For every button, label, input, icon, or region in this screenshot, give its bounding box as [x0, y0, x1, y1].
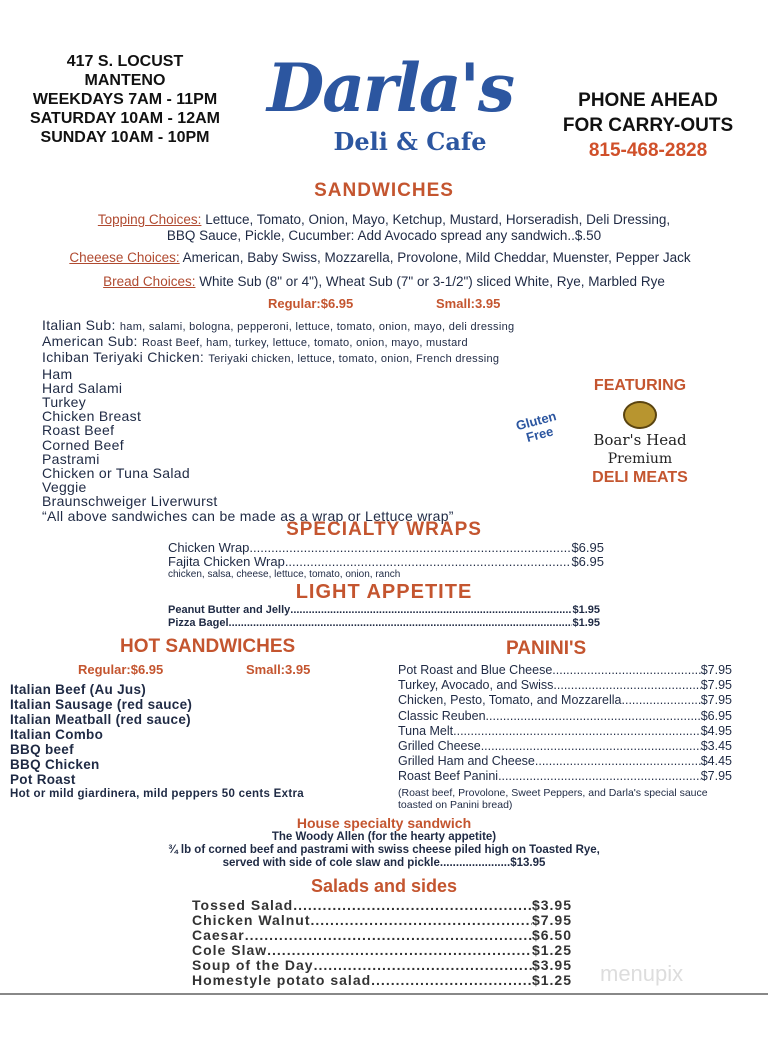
item-price: $6.95 — [700, 708, 732, 723]
light-appetite-title: LIGHT APPETITE — [295, 581, 473, 603]
salads-list — [192, 898, 572, 988]
bread-label: Bread Choices: — [103, 274, 196, 289]
hot-sandwich-item: BBQ Chicken — [10, 757, 100, 772]
item-name: Homestyle potato salad — [192, 973, 372, 988]
item-price: $4.95 — [700, 723, 732, 738]
item-price: $3.45 — [700, 739, 732, 754]
gluten-free-badge: Gluten Free — [514, 408, 558, 446]
item-name: Caesar — [192, 928, 245, 943]
item-name: Tossed Salad — [192, 898, 294, 913]
item-name: Cole Slaw — [192, 943, 268, 958]
menu-item — [398, 769, 732, 784]
hours-line: WEEKDAYS 7AM - 11PM — [32, 91, 218, 108]
sandwich-name: Turkey — [42, 394, 87, 411]
wraps-title: SPECIALTY WRAPS — [286, 519, 482, 540]
sandwich-name: Chicken or Tuna Salad — [42, 465, 190, 482]
panini-note-2: toasted on Panini bread) — [398, 798, 513, 811]
dot-leader — [453, 724, 701, 739]
menu-item — [168, 604, 600, 617]
item-name: Grilled Ham and Cheese — [398, 754, 535, 769]
menu-item — [398, 739, 732, 754]
item-price: $3.95 — [531, 898, 572, 913]
sandwich-item — [42, 466, 514, 480]
address-line: 417 S. LOCUST — [66, 53, 184, 70]
address-line: MANTENO — [84, 72, 166, 89]
item-name: Grilled Cheese — [398, 739, 481, 754]
regular-price: Regular:$6.95 — [268, 296, 354, 311]
choices — [10, 212, 758, 290]
dot-leader — [245, 928, 532, 943]
item-name: Pizza Bagel — [168, 617, 229, 629]
dot-leader — [311, 913, 532, 928]
sandwich-name: Chicken Breast — [42, 408, 142, 425]
dot-leader — [535, 754, 701, 769]
sandwich-name: Hard Salami — [42, 379, 123, 396]
item-price: $6.95 — [571, 541, 604, 555]
sandwich-name: Braunschweiger Liverwurst — [42, 493, 218, 510]
hot-sandwich-item: Italian Sausage (red sauce) — [10, 697, 193, 712]
sandwich-item — [42, 480, 514, 494]
dot-leader — [481, 739, 701, 754]
watermark: menupix — [600, 961, 684, 986]
item-price: $7.95 — [700, 678, 732, 693]
sandwich-name: Corned Beef — [42, 436, 124, 453]
sandwich-description: Roast Beef, ham, turkey, lettuce, tomato, onion, mayo, mustard — [141, 337, 468, 350]
hot-small-price: Small:3.95 — [246, 662, 311, 677]
hours-line: SATURDAY 10AM - 12AM — [30, 110, 220, 127]
panini-note: (Roast beef, Provolone, Sweet Peppers, and Darla's special sauce — [398, 786, 708, 799]
logo-subtitle: Deli & Cafe — [333, 127, 487, 156]
item-price: $3.95 — [531, 958, 572, 973]
topping-text: Lettuce, Tomato, Onion, Mayo, Ketchup, Mustard, Horseradish, Deli Dressing, — [205, 212, 671, 227]
dot-leader — [552, 663, 700, 678]
menu-item — [192, 958, 572, 973]
hot-note: Hot or mild giardinera, mild peppers 50 cents Extra — [10, 788, 304, 800]
item-name: Pot Roast and Blue Cheese — [398, 663, 553, 677]
sandwich-item — [42, 494, 514, 508]
light-list — [168, 604, 600, 630]
carry-outs-text: FOR CARRY-OUTS — [562, 115, 734, 136]
sandwich-item — [42, 318, 514, 334]
item-name: Peanut Butter and Jelly — [168, 604, 291, 616]
menu-item — [192, 913, 572, 928]
menu-item — [168, 555, 604, 569]
menu-item — [192, 943, 572, 958]
menu-item — [398, 724, 732, 739]
hot-sandwich-item: Italian Combo — [10, 727, 104, 742]
sandwich-name: American Sub: — [42, 333, 138, 350]
topping-label: Topping Choices: — [97, 212, 202, 227]
dot-leader — [553, 678, 700, 693]
hours-line: SUNDAY 10AM - 10PM — [40, 129, 210, 146]
menu-item — [192, 898, 572, 913]
premium-text: Premium — [607, 451, 673, 467]
item-name: Chicken, Pesto, Tomato, and Mozzarella — [398, 693, 622, 708]
hot-sandwich-item: BBQ beef — [10, 742, 74, 757]
sandwich-item — [42, 452, 514, 466]
menu-item — [398, 678, 732, 693]
phone-block — [548, 88, 748, 163]
brand-name: Boar's Head — [593, 431, 687, 449]
wraps-list — [168, 541, 604, 580]
cheese-text: American, Baby Swiss, Mozzarella, Provolone, Mild Cheddar, Muenster, Pepper Jack — [182, 250, 691, 265]
menu-item — [398, 663, 732, 678]
menu-item — [398, 754, 732, 769]
item-price: $1.25 — [531, 943, 572, 958]
sandwiches-title: SANDWICHES — [314, 180, 454, 201]
sandwich-name: Pastrami — [42, 450, 100, 467]
item-name: Classic Reuben — [398, 708, 486, 723]
sandwich-name: Veggie — [42, 479, 87, 496]
item-name: Chicken Wrap — [168, 541, 250, 555]
menu-item — [192, 928, 572, 943]
item-price: $1.95 — [572, 617, 600, 629]
wrap-note: “All above sandwiches can be made as a wrap or Lettuce wrap” — [42, 507, 454, 524]
sandwich-name: Roast Beef — [42, 422, 115, 439]
wrap-description: chicken, salsa, cheese, lettuce, tomato, onion, ranch — [168, 569, 401, 580]
hot-regular-price: Regular:$6.95 — [78, 662, 164, 677]
sandwich-item — [42, 350, 514, 366]
sandwich-item — [42, 423, 514, 437]
dot-leader — [314, 958, 532, 973]
house-item-name: The Woody Allen (for the hearty appetite) — [271, 831, 497, 843]
cheese-label: Cheeese Choices: — [69, 250, 180, 265]
house-price: $13.95 — [510, 857, 546, 869]
item-price: $6.50 — [531, 928, 572, 943]
boars-head-logo-icon — [623, 401, 657, 429]
dot-leader — [498, 769, 701, 784]
menu-item — [398, 693, 732, 708]
hot-sandwich-item: Italian Beef (Au Jus) — [10, 682, 147, 697]
sandwich-list — [42, 318, 514, 523]
sandwich-item — [42, 334, 514, 350]
address-hours — [20, 52, 230, 147]
sandwich-item — [42, 438, 514, 452]
sandwich-name: Italian Sub: — [42, 317, 116, 333]
house-specialty — [0, 815, 768, 870]
dot-leader — [371, 973, 532, 988]
item-price: $4.45 — [700, 754, 732, 769]
item-price: $7.95 — [700, 693, 732, 708]
hot-sandwiches-title: HOT SANDWICHES — [120, 636, 296, 657]
item-name: Roast Beef Panini — [398, 769, 499, 784]
item-price: $1.95 — [572, 604, 600, 616]
menu-item — [168, 541, 604, 555]
page-edge — [0, 993, 768, 995]
menu-item — [192, 973, 572, 988]
item-price: $7.95 — [700, 663, 732, 677]
panini-title: PANINI'S — [506, 638, 587, 659]
dot-leader — [486, 709, 701, 724]
dot-leader — [622, 693, 701, 708]
sandwich-item — [42, 409, 514, 423]
sandwich-item — [42, 381, 514, 395]
featuring-title: FEATURING — [593, 377, 687, 394]
topping-text-2: BBQ Sauce, Pickle, Cucumber: Add Avocado spread any sandwich..$.50 — [166, 228, 602, 243]
item-name: Tuna Melt — [398, 723, 454, 738]
logo-name: Darla's — [267, 49, 513, 127]
sandwich-name: Ichiban Teriyaki Chicken: — [42, 349, 205, 366]
deli-meats-text: DELI MEATS — [592, 469, 688, 486]
hot-sandwich-item: Italian Meatball (red sauce) — [10, 712, 191, 727]
phone-ahead-text: PHONE AHEAD — [578, 90, 718, 111]
house-title: House specialty sandwich — [296, 815, 472, 831]
sandwich-item — [42, 367, 514, 381]
house-description: ¾ lb of corned beef and pastrami with swiss cheese piled high on Toasted Rye, — [168, 844, 600, 856]
house-description-2: served with side of cole slaw and pickle — [222, 857, 440, 869]
hot-sandwich-item: Pot Roast — [10, 772, 76, 787]
sandwich-description: Teriyaki chicken, lettuce, tomato, onion, French dressing — [208, 353, 500, 366]
dot-leader — [293, 898, 532, 913]
menu-item — [398, 709, 732, 724]
featuring-block — [570, 376, 710, 487]
sandwich-item — [42, 395, 514, 409]
bread-text: White Sub (8" or 4"), Wheat Sub (7" or 3-1/2") sliced White, Rye, Marbled Rye — [199, 274, 665, 289]
item-name: Fajita Chicken Wrap — [168, 555, 285, 569]
phone-number[interactable]: 815-468-2828 — [588, 140, 708, 161]
sandwich-name: Ham — [42, 365, 73, 382]
dot-leader: ...................... — [439, 857, 511, 869]
item-name: Chicken Walnut — [192, 913, 311, 928]
item-price: $1.25 — [531, 973, 572, 988]
item-price: $6.95 — [571, 555, 604, 569]
item-name: Soup of the Day — [192, 958, 314, 973]
small-price: Small:3.95 — [436, 296, 501, 311]
item-price: $7.95 — [531, 913, 572, 928]
item-name: Turkey, Avocado, and Swiss — [398, 678, 554, 693]
panini-list — [398, 663, 732, 811]
menu-item — [168, 617, 600, 630]
salads-title: Salads and sides — [310, 876, 458, 896]
logo — [240, 48, 540, 168]
item-price: $7.95 — [700, 769, 732, 784]
sandwich-description: ham, salami, bologna, pepperoni, lettuce, tomato, onion, mayo, deli dressing — [119, 321, 515, 333]
hot-list — [10, 682, 304, 802]
dot-leader — [267, 943, 532, 958]
